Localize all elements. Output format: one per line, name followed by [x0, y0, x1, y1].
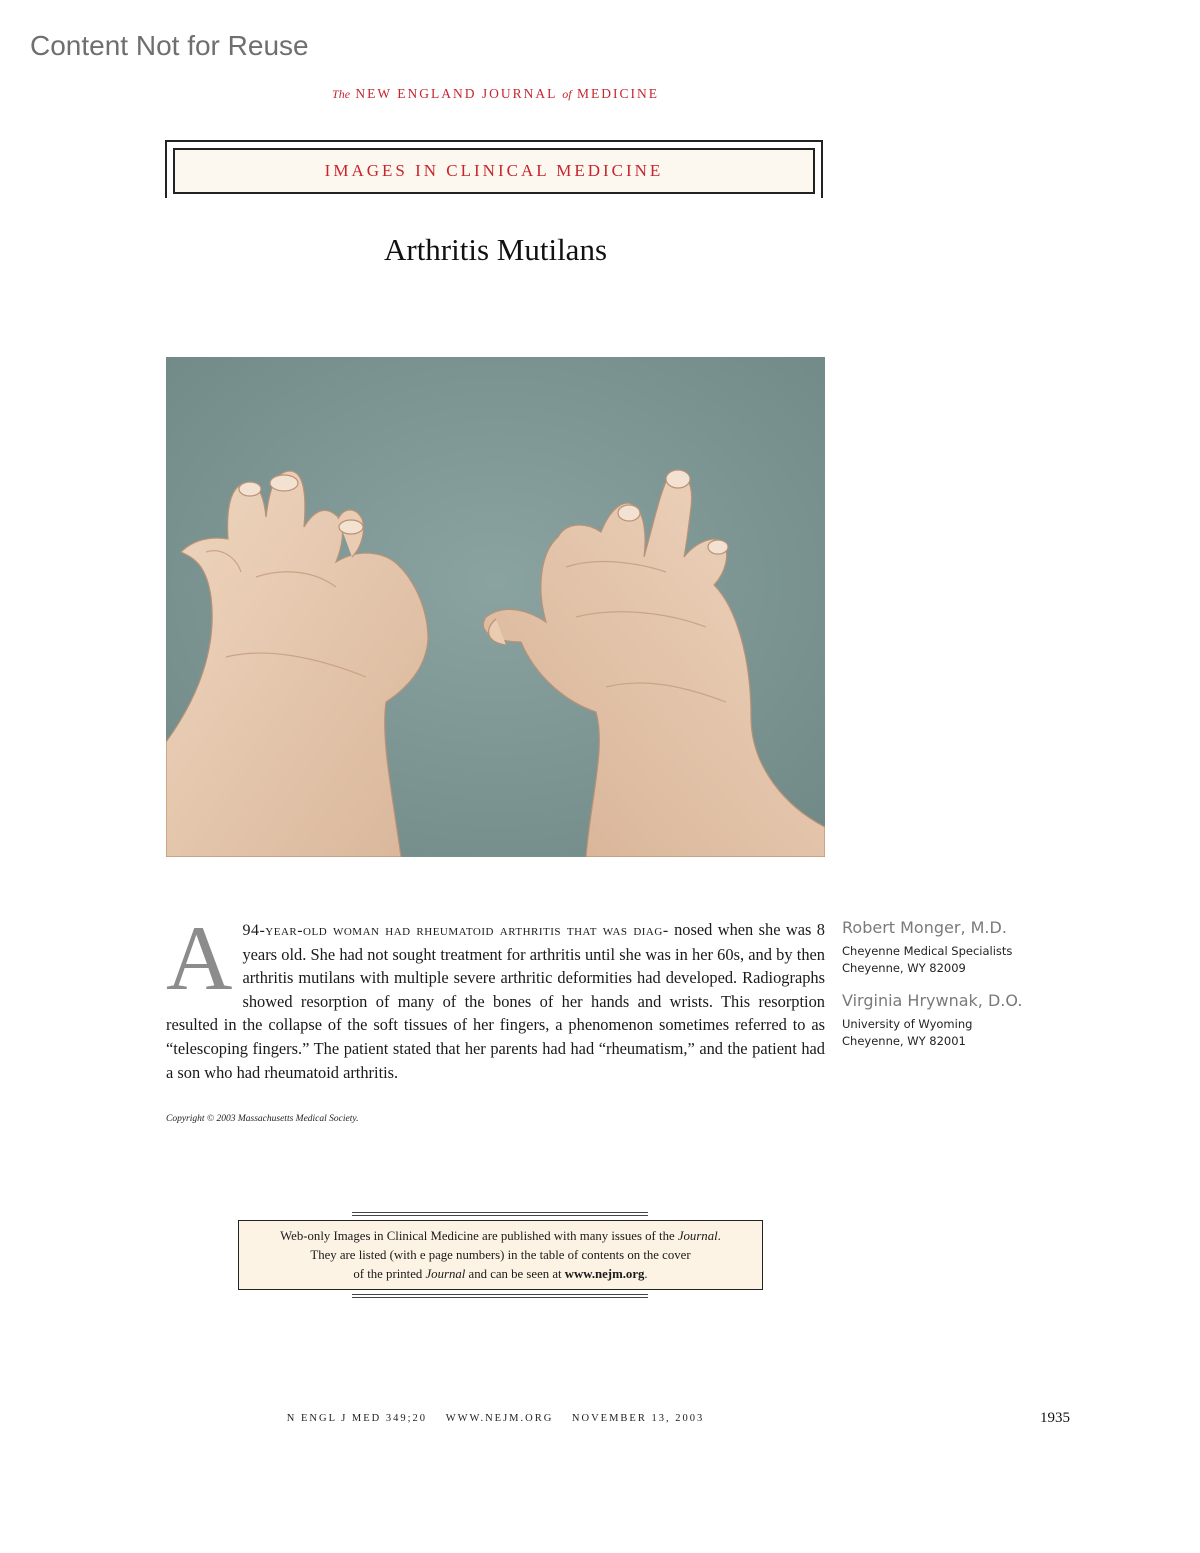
- author-block: [842, 991, 1072, 1050]
- watermark: Content Not for Reuse: [30, 30, 309, 61]
- notice-line-2: They are listed (with e page numbers) in the table of contents on the cover: [310, 1248, 691, 1262]
- notice-text: Web-only Images in Clinical Medicine are published with many issues of the: [280, 1229, 678, 1243]
- masthead-name-part2: MEDICINE: [576, 86, 659, 101]
- case-description: [166, 907, 826, 1084]
- footer-citation: N ENGL J MED 349;20: [286, 1413, 428, 1424]
- section-box: [173, 148, 815, 194]
- article-title: Arthritis Mutilans: [383, 232, 608, 267]
- nejm-link[interactable]: www.nejm.org: [564, 1267, 645, 1281]
- notice-text: and can be seen at: [465, 1267, 565, 1281]
- author-name: Robert Monger, M.D.: [842, 918, 1007, 937]
- author-affiliation: University of Wyoming: [842, 1017, 973, 1031]
- body-paragraph: nosed when she was 8 years old. She had not sought treatment for arthritis until she was in her 60s, and by then arthritis mutilans with multiple severe arthritic deformities had developed. Radiographs showed resorption of many of the bones of her hands and wrists. This resorption resulted in the collapse of the soft tissues of her fingers, a phenomenon sometimes referred to as “telescoping fingers.” The patient stated that her parents had had “rheumatism,” and the patient had a son who had rheumatoid arthritis.: [166, 920, 826, 1082]
- author-affiliation: Cheyenne Medical Specialists: [842, 944, 1013, 958]
- journal-masthead: [166, 86, 825, 102]
- section-frame: [165, 140, 823, 198]
- notice-text: of the printed: [353, 1267, 426, 1281]
- dropcap: A: [166, 907, 233, 1009]
- section-label: IMAGES IN CLINICAL MEDICINE: [324, 161, 664, 180]
- page-footer: [166, 1413, 825, 1424]
- footer-website: WWW.NEJM.ORG: [445, 1413, 554, 1424]
- copyright-notice: Copyright © 2003 Massachusetts Medical Society.: [166, 1114, 359, 1124]
- masthead-the: The: [332, 87, 351, 101]
- author-list: [842, 918, 1072, 1064]
- web-only-notice: [238, 1220, 763, 1290]
- masthead-name-part1: NEW ENGLAND JOURNAL: [355, 86, 557, 101]
- lead-in-caps: 94-year-old woman had rheumatoid arthritis that was diag-: [242, 922, 669, 939]
- journal-italic: Journal: [425, 1267, 466, 1281]
- masthead-of: of: [562, 87, 572, 101]
- notice-line-3: [239, 1265, 762, 1284]
- clinical-photo: [166, 357, 825, 857]
- author-location: Cheyenne, WY 82001: [842, 1034, 966, 1048]
- notice-line-1: [239, 1227, 762, 1246]
- author-block: [842, 918, 1072, 977]
- journal-italic: Journal: [677, 1229, 718, 1243]
- footer-date: NOVEMBER 13, 2003: [571, 1413, 705, 1424]
- author-name: Virginia Hrywnak, D.O.: [842, 991, 1023, 1010]
- notice-text: .: [717, 1229, 721, 1243]
- hands-photo-illustration: [166, 357, 825, 857]
- page-number: 1935: [1040, 1410, 1070, 1426]
- notice-text: .: [644, 1267, 648, 1281]
- author-location: Cheyenne, WY 82009: [842, 961, 966, 975]
- notice-rule-bottom: [352, 1294, 648, 1298]
- notice-rule-top: [352, 1212, 648, 1216]
